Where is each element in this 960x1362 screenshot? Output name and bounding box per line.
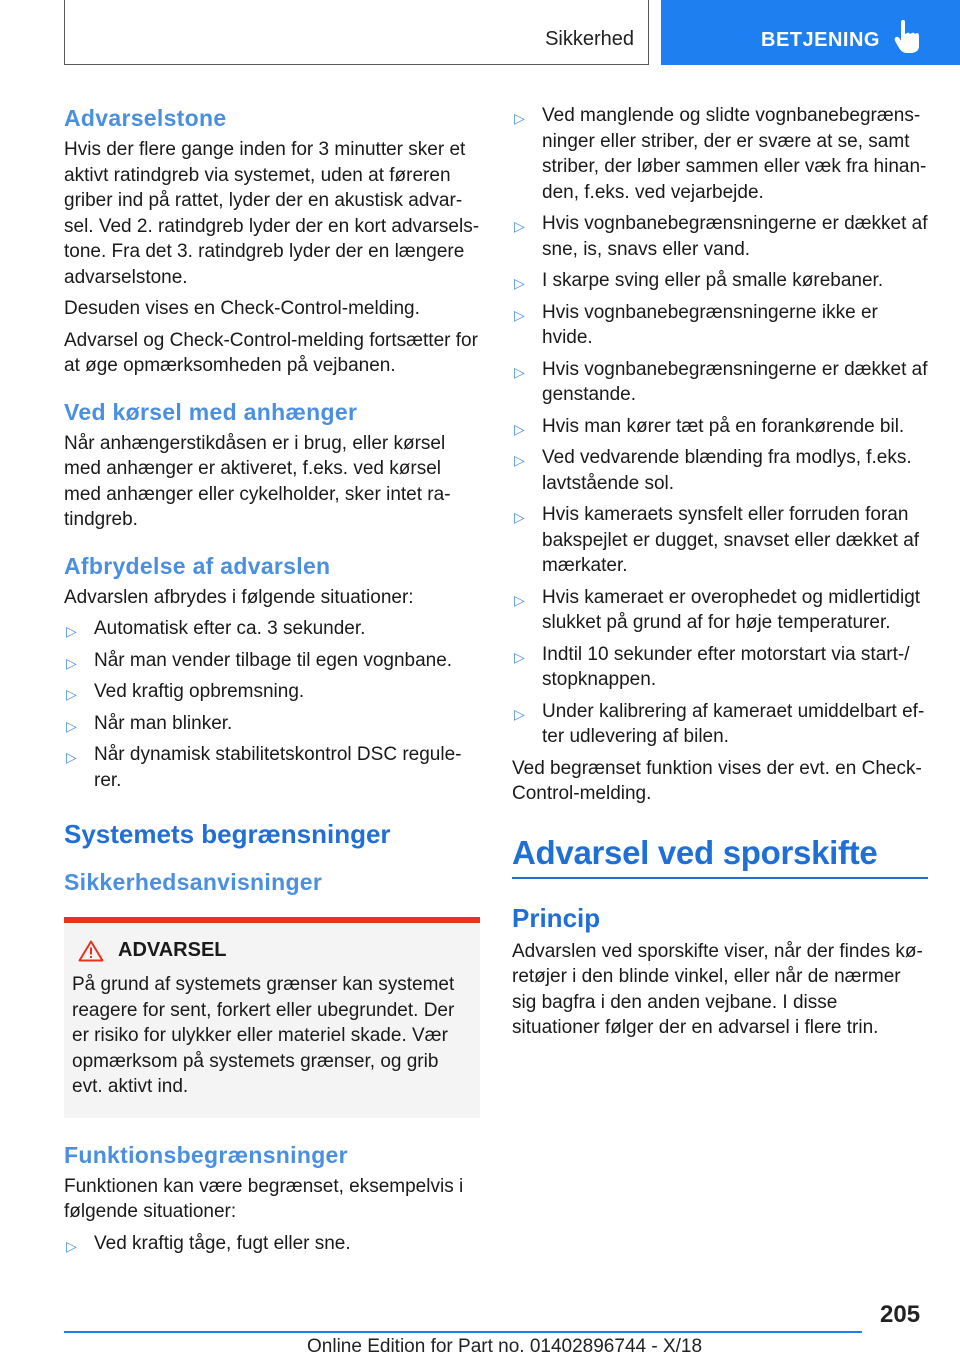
pointing-hand-icon — [893, 20, 923, 54]
page-number: 205 — [880, 1301, 921, 1328]
heading-trailer: Ved kørsel med anhænger — [64, 398, 358, 425]
footer-rule — [64, 1331, 862, 1333]
heading-system-limits: Systemets begrænsninger — [64, 819, 391, 849]
section-title: Sikkerhed — [545, 28, 634, 50]
left-column — [64, 100, 480, 1256]
list-item: ▷ Hvis vognbanebegrænsningerne er dækket af genstande. — [514, 358, 928, 405]
bullet-triangle-icon: ▷ — [66, 749, 77, 765]
bullet-triangle-icon: ▷ — [514, 452, 525, 468]
bullet-triangle-icon: ▷ — [66, 1237, 77, 1254]
para-warning-tone-3: Advarsel og Check-Control-melding fortsætter for at øge opmærksomheden på vejbanen. — [64, 329, 478, 376]
heading-interrupt: Afbrydelse af advarslen — [64, 552, 331, 579]
bullet-triangle-icon: ▷ — [514, 420, 525, 437]
list-item: ▷ Ved manglende og slidte vognbanebegrænsninger eller striber, der er svære at se, samt striber, der løber sammen eller væk fra hinanden, f.eks. ved vejarbejde. — [514, 105, 927, 203]
function-limits-list-left — [64, 1231, 480, 1257]
bullet-triangle-icon: ▷ — [66, 654, 77, 671]
bullet-triangle-icon: ▷ — [514, 363, 525, 380]
interrupt-list — [64, 616, 480, 793]
bullet-triangle-icon: ▷ — [66, 717, 77, 734]
heading-safety: Sikkerhedsanvisninger — [64, 869, 323, 895]
bullet-triangle-icon: ▷ — [514, 509, 525, 525]
heading-warning-tone: Advarselstone — [64, 105, 227, 131]
function-limits-list-right — [512, 103, 928, 750]
list-item: ▷ Ved vedvarende blænding fra modlys, f.eks. lavtstående sol. — [514, 447, 912, 494]
para-warning-tone-1: Hvis der flere gange inden for 3 minutter sker et aktivt ratindgreb via systemet, uden at føreren griber ind på rattet, lyder der en akustisk advarsel. Ved 2. ratindgreb lyder der en kort advarselstone. Fra det 3. ratindgreb lyder der en længere advarselstone. — [64, 139, 480, 288]
list-item: ▷ Når man blinker. — [64, 711, 480, 737]
list-item: ▷ Under kalibrering af kameraet umiddelbart efter udlevering af bilen. — [514, 700, 925, 747]
chapter-title: BETJENING — [761, 29, 880, 51]
bullet-triangle-icon: ▷ — [514, 705, 525, 722]
bullet-triangle-icon: ▷ — [66, 623, 77, 639]
list-item: ▷ Hvis kameraet er overophedet og midlertidigt slukket på grund af for høje temperaturer. — [514, 586, 921, 633]
para-principle: Advarslen ved sporskifte viser, når der findes køretøjer i den blinde vinkel, eller når de nærmer sig bagfra i den anden vejbane. I disse situationer følger der en advarsel i flere trin. — [512, 940, 923, 1038]
list-item: ▷ Hvis man kører tæt på en forankørende bil. — [512, 414, 928, 440]
heading-function-limits: Funktionsbegrænsninger — [64, 1141, 348, 1168]
warning-text: På grund af systemets grænser kan systemet reagere for sent, forkert eller ubegrundet. Der er risiko for ulykker eller materiel skade. Vær opmærksom på systemets grænser, og grib evt. aktivt ind. — [72, 974, 455, 1097]
warning-box — [64, 917, 480, 1118]
list-item: ▷ Når dynamisk stabilitetskontrol DSC regulerer. — [66, 744, 462, 791]
para-trailer: Når anhængerstikdåsen er i brug, eller kørsel med anhænger er aktiveret, f.eks. ved kørsel med anhænger eller cykelholder, sker intet ratindgreb. — [64, 432, 451, 530]
list-item: ▷ Hvis vognbanebegrænsningerne er dækket af sne, is, snavs eller vand. — [514, 213, 928, 260]
para-limited-function: Ved begrænset funktion vises der evt. en Check-Control-melding. — [512, 757, 922, 804]
list-item: ▷ Ved kraftig opbremsning. — [64, 679, 480, 705]
heading-rule — [512, 877, 928, 879]
bullet-triangle-icon: ▷ — [514, 218, 525, 234]
para-warning-tone-2: Desuden vises en Check-Control-melding. — [64, 298, 420, 319]
warning-triangle-icon — [78, 940, 104, 962]
bullet-triangle-icon: ▷ — [514, 591, 525, 608]
bullet-triangle-icon: ▷ — [514, 306, 525, 323]
bullet-triangle-icon: ▷ — [514, 110, 525, 126]
list-item: ▷ Hvis vognbanebegrænsningerne ikke er hvide. — [514, 301, 878, 348]
para-function-limits: Funktionen kan være begrænset, eksempelvis i følgende situationer: — [64, 1175, 464, 1222]
list-item: ▷ Ved kraftig tåge, fugt eller sne. — [64, 1231, 480, 1257]
list-item: ▷ Hvis kameraets synsfelt eller forruden foran bakspejlet er dugget, snavset eller dækket af mærkater. — [514, 504, 920, 576]
warning-label: ADVARSEL — [118, 939, 227, 961]
list-item: ▷ Når man vender tilbage til egen vognbane. — [64, 648, 480, 674]
list-item: ▷ Automatisk efter ca. 3 sekunder. — [64, 616, 480, 642]
list-item: ▷ I skarpe sving eller på smalle kørebaner. — [512, 268, 928, 294]
bullet-triangle-icon: ▷ — [66, 686, 77, 702]
heading-principle: Princip — [512, 902, 601, 933]
bullet-triangle-icon: ▷ — [514, 275, 525, 291]
header-chapter-tab[interactable] — [661, 0, 960, 65]
bullet-triangle-icon: ▷ — [514, 648, 525, 665]
right-column — [512, 100, 928, 1041]
heading-lane-change-warning: Advarsel ved sporskifte — [512, 833, 878, 871]
para-interrupt: Advarslen afbrydes i følgende situationer: — [64, 586, 414, 608]
header-left-box — [64, 0, 649, 65]
list-item: ▷ Indtil 10 sekunder efter motorstart via start-/ stopknappen. — [514, 643, 910, 690]
footer-edition: Online Edition for Part no. 01402896744 - X/18 — [307, 1336, 703, 1357]
